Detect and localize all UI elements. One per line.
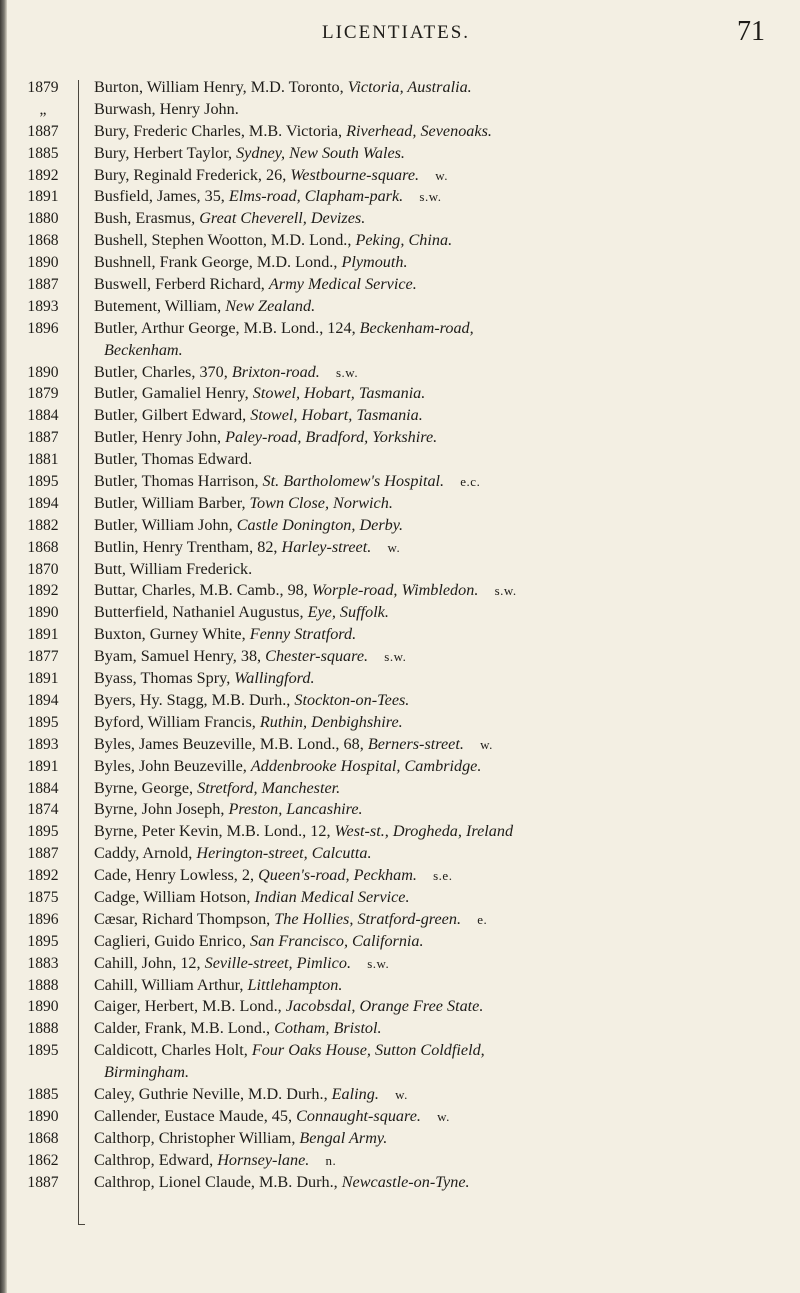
entry-address: Ealing. <box>331 1084 379 1103</box>
licentiate-entry <box>94 143 796 165</box>
year-of-licence: 1875 <box>27 888 59 906</box>
year-of-licence: 1890 <box>27 1107 59 1125</box>
entry-name: Buttar, Charles, M.B. Camb., 98, <box>94 581 312 600</box>
entry-address: Town Close, Norwich. <box>249 493 393 512</box>
entry-name: Caddy, Arnold, <box>94 844 197 863</box>
year-of-licence: 1887 <box>27 429 59 447</box>
entry-name: Byles, John Beuzeville, <box>94 756 251 775</box>
entry-address: Riverhead, Sevenoaks. <box>346 121 492 140</box>
entry-address: Sydney, New South Wales. <box>236 143 405 162</box>
licentiate-entry <box>94 340 796 362</box>
entry-name: Busfield, James, 35, <box>94 187 229 206</box>
postal-district: n. <box>325 1152 337 1168</box>
entry-address: Littlehampton. <box>247 975 343 994</box>
entry-name: Butt, William Frederick. <box>94 559 253 578</box>
year-of-licence: 1877 <box>27 648 59 666</box>
entry-address: The Hollies, Stratford-green. <box>274 909 462 928</box>
entry-address: Queen's-road, Peckham. <box>258 866 417 885</box>
year-of-licence: 1892 <box>27 166 59 184</box>
year-of-licence: 1868 <box>27 232 59 250</box>
postal-district: e. <box>477 911 488 927</box>
licentiate-entry <box>94 734 796 756</box>
year-of-licence: 1887 <box>27 845 59 863</box>
entry-name: Byles, James Beuzeville, M.B. Lond., 68, <box>94 734 368 753</box>
year-of-licence: 1884 <box>27 779 59 797</box>
entry-name: Butler, Arthur George, M.B. Lond., 124, <box>94 318 360 337</box>
year-of-licence: 1874 <box>27 801 59 819</box>
postal-district: s.e. <box>433 868 453 884</box>
licentiate-entry <box>94 296 796 318</box>
year-of-licence <box>14 340 72 362</box>
entry-address: Stowel, Hobart, Tasmania. <box>252 384 426 403</box>
year-of-licence: 1890 <box>27 363 59 381</box>
year-of-licence: 1891 <box>27 670 59 688</box>
entry-name: Bush, Erasmus, <box>94 209 200 228</box>
entry-address: Worple-road, Wimbledon. <box>311 581 479 600</box>
postal-district: w. <box>387 539 401 555</box>
entry-name: Butterfield, Nathaniel Augustus, <box>94 603 308 622</box>
entry-name: Bushell, Stephen Wootton, M.D. Lond., <box>94 231 356 250</box>
entry-name: Cæsar, Richard Thompson, <box>94 909 275 928</box>
licentiate-entry <box>94 1150 796 1172</box>
entry-address: Victoria, Australia. <box>347 78 472 96</box>
year-of-licence: 1891 <box>27 626 59 644</box>
year-of-licence: „ <box>39 100 47 118</box>
licentiate-entry <box>94 1040 796 1062</box>
entry-address: Birmingham. <box>104 1063 189 1082</box>
licentiate-entry <box>94 1172 796 1194</box>
entry-name: Bury, Herbert Taylor, <box>94 143 237 162</box>
year-of-licence: 1895 <box>27 713 59 731</box>
entry-address: Bengal Army. <box>299 1128 388 1147</box>
licentiate-entry <box>94 1106 796 1128</box>
licentiate-entry <box>94 471 796 493</box>
page-number: 71 <box>737 16 765 47</box>
licentiate-entry <box>94 252 796 274</box>
licentiate-entry <box>94 1062 796 1084</box>
entry-name: Butler, Gamaliel Henry, <box>94 384 253 403</box>
entry-name: Byrne, Peter Kevin, M.B. Lond., 12, <box>94 822 335 841</box>
year-of-licence: 1890 <box>27 254 59 272</box>
entry-address: Paley-road, Bradford, Yorkshire. <box>225 428 438 447</box>
licentiate-entry <box>94 559 796 581</box>
entry-name: Caiger, Herbert, M.B. Lond., <box>94 997 286 1016</box>
entry-name: Bushnell, Frank George, M.D. Lond., <box>94 253 342 272</box>
entry-name: Caglieri, Guido Enrico, <box>94 931 250 950</box>
postal-district: s.w. <box>419 189 442 205</box>
entry-address: Jacobsdal, Orange Free State. <box>285 997 484 1016</box>
entry-address: Stowel, Hobart, Tasmania. <box>250 406 423 425</box>
licentiate-entry <box>94 865 796 887</box>
entry-address: New Zealand. <box>225 296 316 315</box>
year-of-licence: 1894 <box>27 494 59 512</box>
licentiate-entry <box>94 668 796 690</box>
entry-address: Herington-street, Calcutta. <box>196 844 372 863</box>
licentiate-entry <box>94 931 796 953</box>
year-of-licence: 1887 <box>27 276 59 294</box>
licentiate-entry <box>94 449 796 471</box>
licentiate-entry <box>94 427 796 449</box>
entry-name: Calthrop, Edward, <box>94 1150 218 1169</box>
entry-address: Chester-square. <box>265 647 369 666</box>
postal-district: w. <box>480 736 493 752</box>
entry-address: Fenny Stratford. <box>249 625 357 644</box>
entry-address: Berners-street. <box>367 734 464 753</box>
entry-name: Butler, William Barber, <box>94 493 250 512</box>
licentiate-entry <box>94 646 796 668</box>
licentiate-entry <box>94 383 796 405</box>
entry-name: Byass, Thomas Spry, <box>94 669 235 688</box>
year-of-licence: 1893 <box>27 297 59 315</box>
entry-address: Westbourne-square. <box>290 165 420 184</box>
postal-district: s.w. <box>384 649 407 665</box>
entry-address: Indian Medical Service. <box>254 887 410 906</box>
page-edge-shadow <box>0 0 7 1293</box>
entry-address: Brixton-road. <box>231 362 320 381</box>
licentiate-entry <box>94 843 796 865</box>
licentiate-entry <box>94 121 796 143</box>
entry-name: Byrne, John Joseph, <box>94 800 229 819</box>
year-of-licence: 1884 <box>27 407 59 425</box>
licentiate-entry <box>94 208 796 230</box>
licentiate-entry <box>94 1128 796 1150</box>
year-of-licence: 1895 <box>27 823 59 841</box>
entry-address: Great Cheverell, Devizes. <box>199 209 366 228</box>
postal-district: w. <box>395 1086 408 1102</box>
entry-name: Butler, Gilbert Edward, <box>94 406 251 425</box>
entry-address: San Francisco, California. <box>250 931 424 950</box>
entry-name: Butler, William John, <box>94 515 237 534</box>
entry-name: Buxton, Gurney White, <box>94 625 250 644</box>
running-head <box>0 14 800 54</box>
entry-name: Calthorp, Christopher William, <box>94 1128 300 1147</box>
entry-name: Bury, Reginald Frederick, 26, <box>94 165 291 184</box>
entry-name: Buswell, Ferberd Richard, <box>94 275 269 294</box>
entry-name: Butlin, Henry Trentham, 82, <box>94 537 282 556</box>
entry-address: Peking, China. <box>355 231 453 250</box>
year-of-licence: 1888 <box>27 1020 59 1038</box>
year-of-licence: 1892 <box>27 582 59 600</box>
entry-address: Connaught-square. <box>296 1106 421 1125</box>
licentiate-entry <box>94 909 796 931</box>
year-of-licence: 1892 <box>27 867 59 885</box>
licentiate-entry <box>94 756 796 778</box>
year-of-licence: 1895 <box>27 932 59 950</box>
year-of-licence: 1895 <box>27 1042 59 1060</box>
entry-address: Seville-street, Pimlico. <box>204 953 352 972</box>
postal-district: s.w. <box>494 583 517 599</box>
entry-address: St. Bartholomew's Hospital. <box>262 472 445 491</box>
entry-address: Beckenham. <box>104 340 183 359</box>
entry-name: Cade, Henry Lowless, 2, <box>94 866 259 885</box>
bracket-line <box>78 80 84 1203</box>
postal-district: s.w. <box>367 955 390 971</box>
entry-address: Eye, Suffolk. <box>307 603 389 622</box>
year-of-licence: 1880 <box>27 210 59 228</box>
year-of-licence: 1895 <box>27 473 59 491</box>
year-of-licence: 1882 <box>27 516 59 534</box>
postal-district: w. <box>437 1108 450 1124</box>
licentiate-entry <box>94 165 796 187</box>
entry-name: Byrne, George, <box>94 778 198 797</box>
licentiate-entry <box>94 778 796 800</box>
entry-name: Cadge, William Hotson, <box>94 887 255 906</box>
year-of-licence: 1888 <box>27 976 59 994</box>
entry-address: Plymouth. <box>341 253 408 272</box>
postal-district: e.c. <box>460 474 481 490</box>
year-of-licence: 1868 <box>27 538 59 556</box>
licentiate-list <box>94 77 796 1193</box>
licentiate-entry <box>94 996 796 1018</box>
licentiate-entry <box>94 799 796 821</box>
year-of-licence: 1883 <box>27 954 59 972</box>
year-of-licence: 1891 <box>27 757 59 775</box>
year-of-licence <box>14 1062 72 1084</box>
licentiate-entry <box>94 405 796 427</box>
licentiate-entry <box>94 493 796 515</box>
entry-name: Calthrop, Lionel Claude, M.B. Durh., <box>94 1172 342 1191</box>
year-of-licence: 1868 <box>27 1129 59 1147</box>
year-of-licence: 1890 <box>27 998 59 1016</box>
entry-address: Army Medical Service. <box>268 275 417 294</box>
licentiate-entry <box>94 515 796 537</box>
licentiate-entry <box>94 580 796 602</box>
year-of-licence: 1879 <box>27 385 59 403</box>
entry-name: Cahill, John, 12, <box>94 953 205 972</box>
licentiate-entry <box>94 77 796 99</box>
entry-address: Addenbrooke Hospital, Cambridge. <box>250 756 482 775</box>
entry-address: Ruthin, Denbighshire. <box>259 712 403 731</box>
licentiate-entry <box>94 821 796 843</box>
entry-name: Butler, Thomas Edward. <box>94 450 253 469</box>
year-of-licence: 1896 <box>27 910 59 928</box>
licentiate-entry <box>94 602 796 624</box>
licentiate-entry <box>94 953 796 975</box>
licentiate-entry <box>94 318 796 340</box>
entry-name: Calder, Frank, M.B. Lond., <box>94 1019 275 1038</box>
entry-address: Stockton-on-Tees. <box>294 690 410 709</box>
entry-name: Butler, Charles, 370, <box>94 362 232 381</box>
licentiate-entry <box>94 690 796 712</box>
entry-address: Newcastle-on-Tyne. <box>341 1172 470 1191</box>
entry-address: Hornsey-lane. <box>217 1150 310 1169</box>
licentiate-entry <box>94 99 796 121</box>
entry-address: Cotham, Bristol. <box>274 1019 382 1038</box>
year-of-licence: 1893 <box>27 735 59 753</box>
entry-name: Callender, Eustace Maude, 45, <box>94 1106 297 1125</box>
year-of-licence: 1881 <box>27 451 59 469</box>
licentiate-entry <box>94 362 796 384</box>
entry-address: Preston, Lancashire. <box>228 800 363 819</box>
year-of-licence: 1862 <box>27 1151 59 1169</box>
bracket-foot <box>78 1202 85 1225</box>
entry-name: Byam, Samuel Henry, 38, <box>94 647 266 666</box>
entry-name: Byers, Hy. Stagg, M.B. Durh., <box>94 690 295 709</box>
entry-name: Caldicott, Charles Holt, <box>94 1041 252 1060</box>
licentiate-entry <box>94 712 796 734</box>
entry-name: Burwash, Henry John. <box>94 99 239 118</box>
postal-district: s.w. <box>336 364 359 380</box>
entry-name: Butement, William, <box>94 296 226 315</box>
entry-name: Burton, William Henry, M.D. Toronto, <box>94 78 348 96</box>
entry-address: Harley-street. <box>281 537 372 556</box>
year-of-licence: 1896 <box>27 319 59 337</box>
entry-address: Beckenham-road, <box>359 318 474 337</box>
entry-address: Wallingford. <box>234 669 315 688</box>
entry-address: Elms-road, Clapham-park. <box>228 187 404 206</box>
year-of-licence: 1887 <box>27 122 59 140</box>
licentiate-entry <box>94 186 796 208</box>
licentiate-entry <box>94 624 796 646</box>
entry-address: West-st., Drogheda, Ireland <box>334 822 514 841</box>
year-of-licence: 1894 <box>27 691 59 709</box>
year-of-licence: 1885 <box>27 1085 59 1103</box>
licentiate-entry <box>94 1084 796 1106</box>
page-title: LICENTIATES. <box>322 22 471 43</box>
entry-name: Caley, Guthrie Neville, M.D. Durh., <box>94 1084 332 1103</box>
postal-district: w. <box>435 167 449 183</box>
entry-name: Byford, William Francis, <box>94 712 260 731</box>
licentiate-entry <box>94 230 796 252</box>
year-of-licence: 1887 <box>27 1173 59 1191</box>
entry-address: Castle Donington, Derby. <box>236 515 404 534</box>
licentiate-entry <box>94 274 796 296</box>
entry-name: Butler, Henry John, <box>94 428 226 447</box>
licentiate-entry <box>94 1018 796 1040</box>
year-of-licence: 1885 <box>27 144 59 162</box>
entry-address: Stretford, Manchester. <box>197 778 341 797</box>
year-of-licence: 1891 <box>27 188 59 206</box>
licentiate-entry <box>94 537 796 559</box>
year-column <box>14 77 72 1193</box>
entry-name: Butler, Thomas Harrison, <box>94 472 263 491</box>
year-of-licence: 1890 <box>27 604 59 622</box>
entry-name: Bury, Frederic Charles, M.B. Victoria, <box>94 121 347 140</box>
licentiate-entry <box>94 887 796 909</box>
licentiate-entry <box>94 975 796 997</box>
entry-name: Cahill, William Arthur, <box>94 975 248 994</box>
year-of-licence: 1879 <box>27 79 59 96</box>
entry-address: Four Oaks House, Sutton Coldfield, <box>251 1041 485 1060</box>
year-of-licence: 1870 <box>27 560 59 578</box>
